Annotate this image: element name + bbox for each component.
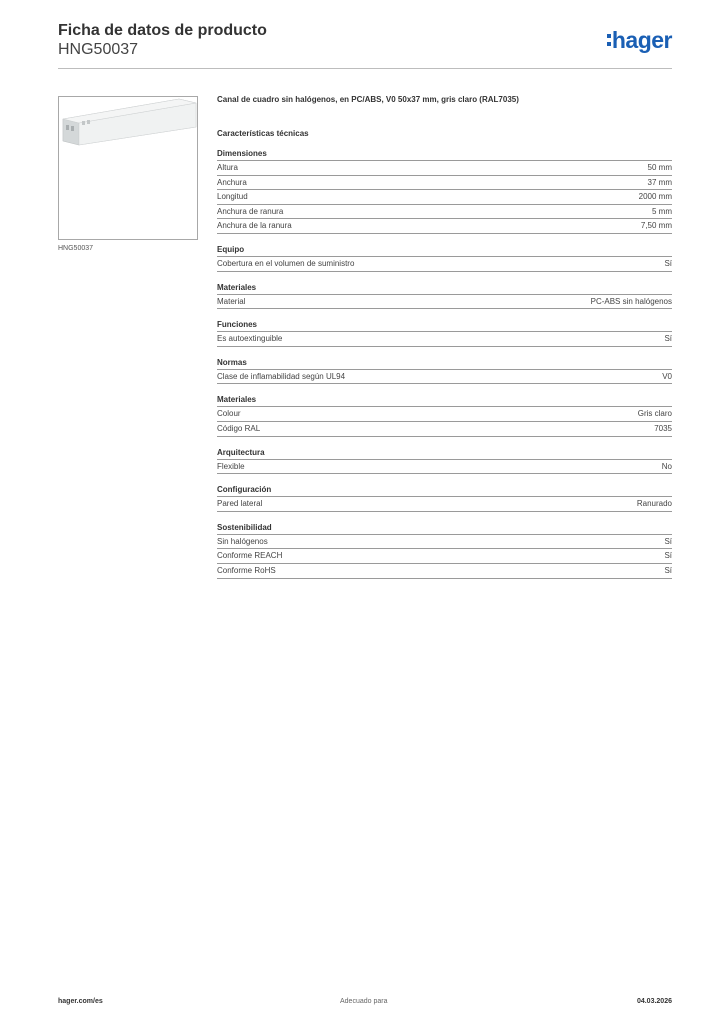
spec-row [217, 422, 672, 437]
logo-text: hager [611, 27, 672, 53]
spec-row [217, 407, 672, 422]
spec-label: Conforme REACH [217, 551, 283, 561]
spec-section [217, 448, 672, 475]
spec-value: V0 [662, 371, 672, 381]
spec-row [217, 332, 672, 347]
spec-value: Sí [664, 551, 672, 561]
spec-row [217, 219, 672, 234]
spec-row [217, 549, 672, 564]
spec-label: Anchura de ranura [217, 206, 284, 216]
spec-row [217, 257, 672, 272]
spec-section [217, 523, 672, 579]
spec-value: Sí [664, 258, 672, 268]
spec-row [217, 370, 672, 385]
spec-row [217, 535, 672, 550]
spec-row [217, 205, 672, 220]
spec-value: Sí [664, 536, 672, 546]
spec-label: Flexible [217, 461, 245, 471]
spec-row [217, 190, 672, 205]
spec-sections [217, 149, 672, 579]
spec-section [217, 245, 672, 272]
logo-dots-icon [607, 34, 611, 46]
spec-value: Sí [664, 565, 672, 575]
spec-label: Anchura de la ranura [217, 221, 292, 231]
spec-label: Material [217, 296, 246, 306]
spec-label: Cobertura en el volumen de suministro [217, 258, 355, 268]
section-title: Funciones [217, 320, 672, 332]
header-divider [58, 68, 672, 69]
page-title: Ficha de datos de producto [58, 22, 267, 39]
spec-row [217, 161, 672, 176]
spec-label: Colour [217, 409, 241, 419]
section-title: Equipo [217, 245, 672, 257]
product-code: HNG50037 [58, 41, 139, 58]
spec-label: Anchura [217, 177, 247, 187]
spec-label: Altura [217, 163, 238, 172]
section-title: Normas [217, 358, 672, 370]
spec-label: Longitud [217, 192, 248, 202]
footer-date: 04.03.2026 [636, 998, 672, 1005]
spec-value: 37 mm [647, 177, 672, 187]
spec-section [217, 395, 672, 436]
spec-value: Ranurado [636, 499, 672, 509]
spec-row [217, 460, 672, 475]
spec-value: Gris claro [637, 409, 672, 419]
spec-value: 50 mm [647, 163, 672, 172]
hager-logo [607, 28, 672, 52]
spec-row [217, 176, 672, 191]
spec-value: 7,50 mm [640, 221, 672, 231]
spec-value: 7035 [654, 423, 672, 433]
cable-duct-illustration [59, 97, 197, 239]
footer-suitable-for: Adecuado para [340, 998, 388, 1005]
spec-section [217, 149, 672, 234]
spec-label: Es autoextinguible [217, 334, 283, 344]
spec-label: Código RAL [217, 423, 261, 433]
product-image [58, 96, 198, 240]
product-details [217, 95, 672, 579]
page-header [58, 22, 267, 59]
spec-section [217, 485, 672, 512]
spec-value: Sí [664, 334, 672, 344]
spec-label: Sin halógenos [217, 536, 268, 546]
section-title: Dimensiones [217, 149, 672, 161]
spec-label: Clase de inflamabilidad según UL94 [217, 371, 346, 381]
spec-row [217, 564, 672, 579]
spec-label: Conforme RoHS [217, 565, 276, 575]
spec-section [217, 283, 672, 310]
spec-row [217, 295, 672, 310]
spec-value: 2000 mm [638, 192, 672, 202]
spec-value: 5 mm [652, 206, 672, 216]
spec-row [217, 497, 672, 512]
product-description: Canal de cuadro sin halógenos, en PC/ABS, V0 50x37 mm, gris claro (RAL7035) [217, 95, 519, 104]
section-title: Materiales [217, 395, 672, 407]
section-title: Configuración [217, 485, 672, 497]
spec-value: No [661, 461, 672, 471]
section-title: Materiales [217, 283, 672, 295]
spec-value: PC-ABS sin halógenos [590, 296, 672, 306]
spec-section [217, 358, 672, 385]
footer-website: hager.com/es [58, 998, 103, 1005]
section-title: Arquitectura [217, 448, 672, 460]
technical-characteristics-heading: Características técnicas [217, 129, 309, 138]
spec-label: Pared lateral [217, 499, 263, 509]
spec-section [217, 320, 672, 347]
section-title: Sostenibilidad [217, 523, 672, 535]
image-caption: HNG50037 [58, 245, 94, 252]
